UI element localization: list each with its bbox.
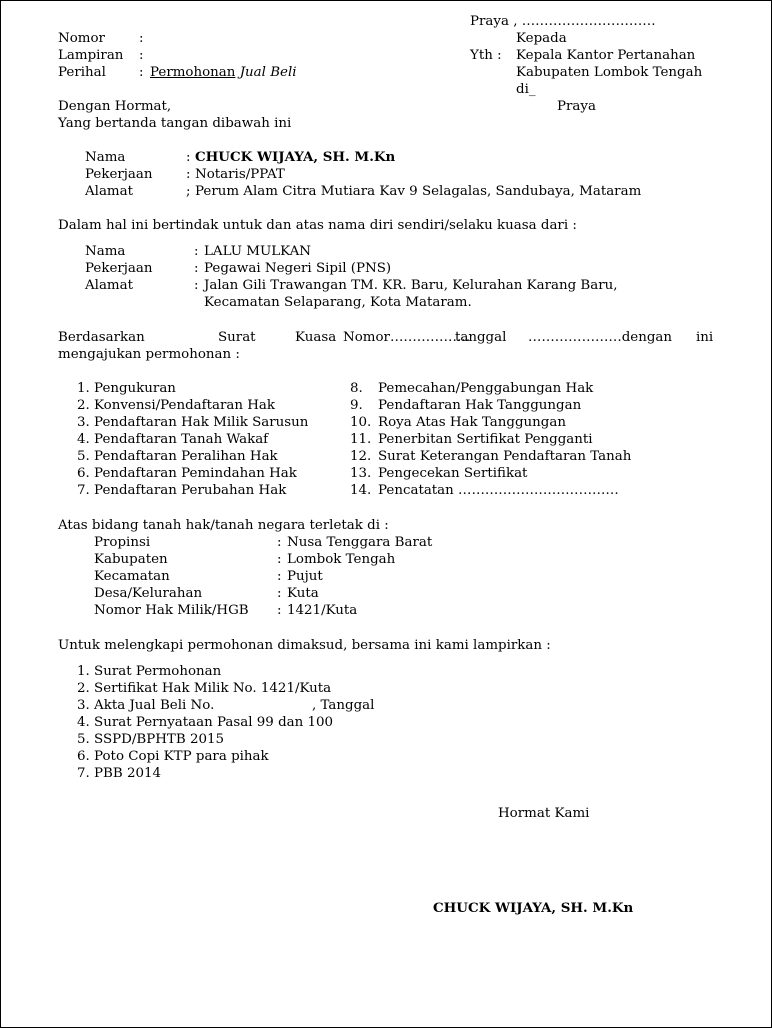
service-item: Pengecekan Sertifikat (378, 466, 528, 481)
applicant-sep: ; (186, 184, 191, 199)
applicant-address: Perum Alam Citra Mutiara Kav 9 Selagalas, Sandubaya, Mataram (195, 184, 642, 199)
service-item: 7. Pendaftaran Perubahan Hak (77, 483, 287, 498)
land-label: Propinsi (94, 535, 151, 550)
recipient-line-3: di_ (516, 82, 536, 97)
service-item: Pendaftaran Hak Tanggungan (378, 398, 582, 413)
attachment-item: 4. Surat Pernyataan Pasal 99 dan 100 (77, 715, 334, 730)
service-num: 12. (350, 449, 372, 464)
service-item: 2. Konvensi/Pendaftaran Hak (77, 398, 276, 413)
land-label: Nomor Hak Milik/HGB (94, 603, 249, 618)
behalf-address-line-2: Kecamatan Selaparang, Kota Mataram. (204, 295, 472, 310)
attachment-item: 7. PBB 2014 (77, 766, 162, 781)
recipient-line-2: Kabupaten Lombok Tengah (516, 65, 703, 80)
service-item: 3. Pendaftaran Hak Milik Sarusun (77, 415, 309, 430)
attachment-item: 2. Sertifikat Hak Milik No. 1421/Kuta (77, 681, 332, 696)
perihal-colon: : (139, 65, 144, 80)
behalf-sep: : (194, 244, 199, 259)
service-num: 8. (350, 381, 363, 396)
attachment-item: 5. SSPD/BPHTB 2015 (77, 732, 225, 747)
service-num: 14. (350, 483, 372, 498)
attachment-item: 3. Akta Jual Beli No. (77, 698, 215, 713)
service-item: Surat Keterangan Pendaftaran Tanah (378, 449, 632, 464)
service-item: 5. Pendaftaran Peralihan Hak (77, 449, 278, 464)
closing-salutation: Hormat Kami (498, 806, 590, 821)
behalf-sep: : (194, 261, 199, 276)
land-sep: : (277, 535, 282, 550)
request-word: …………………dengan (528, 330, 673, 345)
land-sep: : (277, 603, 282, 618)
attachment-item: 6. Poto Copi KTP para pihak (77, 749, 269, 764)
attachments-intro: Untuk melengkapi permohonan dimaksud, bersama ini kami lampirkan : (58, 638, 551, 653)
land-value: Kuta (287, 586, 319, 601)
greeting: Dengan Hormat, (58, 99, 172, 114)
request-word: ini (696, 330, 714, 345)
applicant-occupation: Notaris/PPAT (195, 167, 285, 182)
nomor-colon: : (139, 31, 144, 46)
service-item: Roya Atas Hak Tanggungan (378, 415, 566, 430)
service-item: Penerbitan Sertifikat Pengganti (378, 432, 593, 447)
applicant-name: CHUCK WIJAYA, SH. M.Kn (195, 149, 396, 165)
service-item: 1. Pengukuran (77, 381, 176, 396)
request-line-2: mengajukan permohonan : (58, 347, 240, 362)
applicant-label: Pekerjaan (85, 167, 153, 182)
land-value: Lombok Tengah (287, 552, 396, 567)
lampiran-label: Lampiran (58, 48, 124, 63)
service-num: 13. (350, 466, 372, 481)
service-item: Pemecahan/Penggabungan Hak (378, 381, 594, 396)
recipient-city: Praya (557, 99, 596, 114)
service-num: 9. (350, 398, 363, 413)
perihal-label: Perihal (58, 65, 106, 80)
request-word: Kuasa (295, 330, 337, 345)
request-word: Surat (218, 330, 256, 345)
service-num: 11. (350, 432, 372, 447)
place-date: Praya , ………………………… (470, 14, 656, 29)
applicant-sep: : (186, 167, 191, 182)
attachment-item: 1. Surat Permohonan (77, 664, 222, 679)
request-word: Berdasarkan (58, 330, 145, 345)
land-value: 1421/Kuta (287, 603, 358, 618)
land-intro: Atas bidang tanah hak/tanah negara terletak di : (58, 518, 389, 533)
behalf-label: Alamat (85, 278, 133, 293)
service-num: 10. (350, 415, 372, 430)
perihal-italic: Jual Beli (239, 65, 297, 80)
service-item: Pencatatan ……………………………… (378, 483, 619, 498)
land-value: Nusa Tenggara Barat (287, 535, 433, 550)
perihal-value (150, 64, 297, 81)
service-item: 6. Pendaftaran Pemindahan Hak (77, 466, 297, 481)
nomor-label: Nomor (58, 31, 105, 46)
service-item: 4. Pendaftaran Tanah Wakaf (77, 432, 269, 447)
behalf-label: Nama (85, 244, 126, 259)
lampiran-colon: : (139, 48, 144, 63)
applicant-label: Alamat (85, 184, 133, 199)
request-word: tanggal (455, 330, 507, 345)
signatory-name: CHUCK WIJAYA, SH. M.Kn (433, 900, 634, 916)
behalf-name: LALU MULKAN (204, 244, 311, 259)
request-word: Nomor……………… (343, 330, 471, 345)
yth-label: Yth : (470, 48, 502, 63)
behalf-intro: Dalam hal ini bertindak untuk dan atas nama diri sendiri/selaku kuasa dari : (58, 218, 577, 233)
behalf-sep: : (194, 278, 199, 293)
greeting-intro: Yang bertanda tangan dibawah ini (58, 116, 292, 131)
land-sep: : (277, 552, 282, 567)
land-sep: : (277, 569, 282, 584)
land-label: Kabupaten (94, 552, 168, 567)
land-value: Pujut (287, 569, 323, 584)
behalf-address: Jalan Gili Trawangan TM. KR. Baru, Kelurahan Karang Baru, (204, 278, 618, 293)
land-label: Kecamatan (94, 569, 170, 584)
applicant-sep: : (186, 150, 191, 165)
perihal-underlined: Permohonan (150, 65, 236, 80)
land-label: Desa/Kelurahan (94, 586, 203, 601)
recipient-line-1: Kepala Kantor Pertanahan (516, 48, 696, 63)
attachment-item-suffix: , Tanggal (312, 698, 375, 713)
kepada-label: Kepada (516, 31, 567, 46)
applicant-label: Nama (85, 150, 126, 165)
behalf-occupation: Pegawai Negeri Sipil (PNS) (204, 261, 392, 276)
land-sep: : (277, 586, 282, 601)
behalf-label: Pekerjaan (85, 261, 153, 276)
